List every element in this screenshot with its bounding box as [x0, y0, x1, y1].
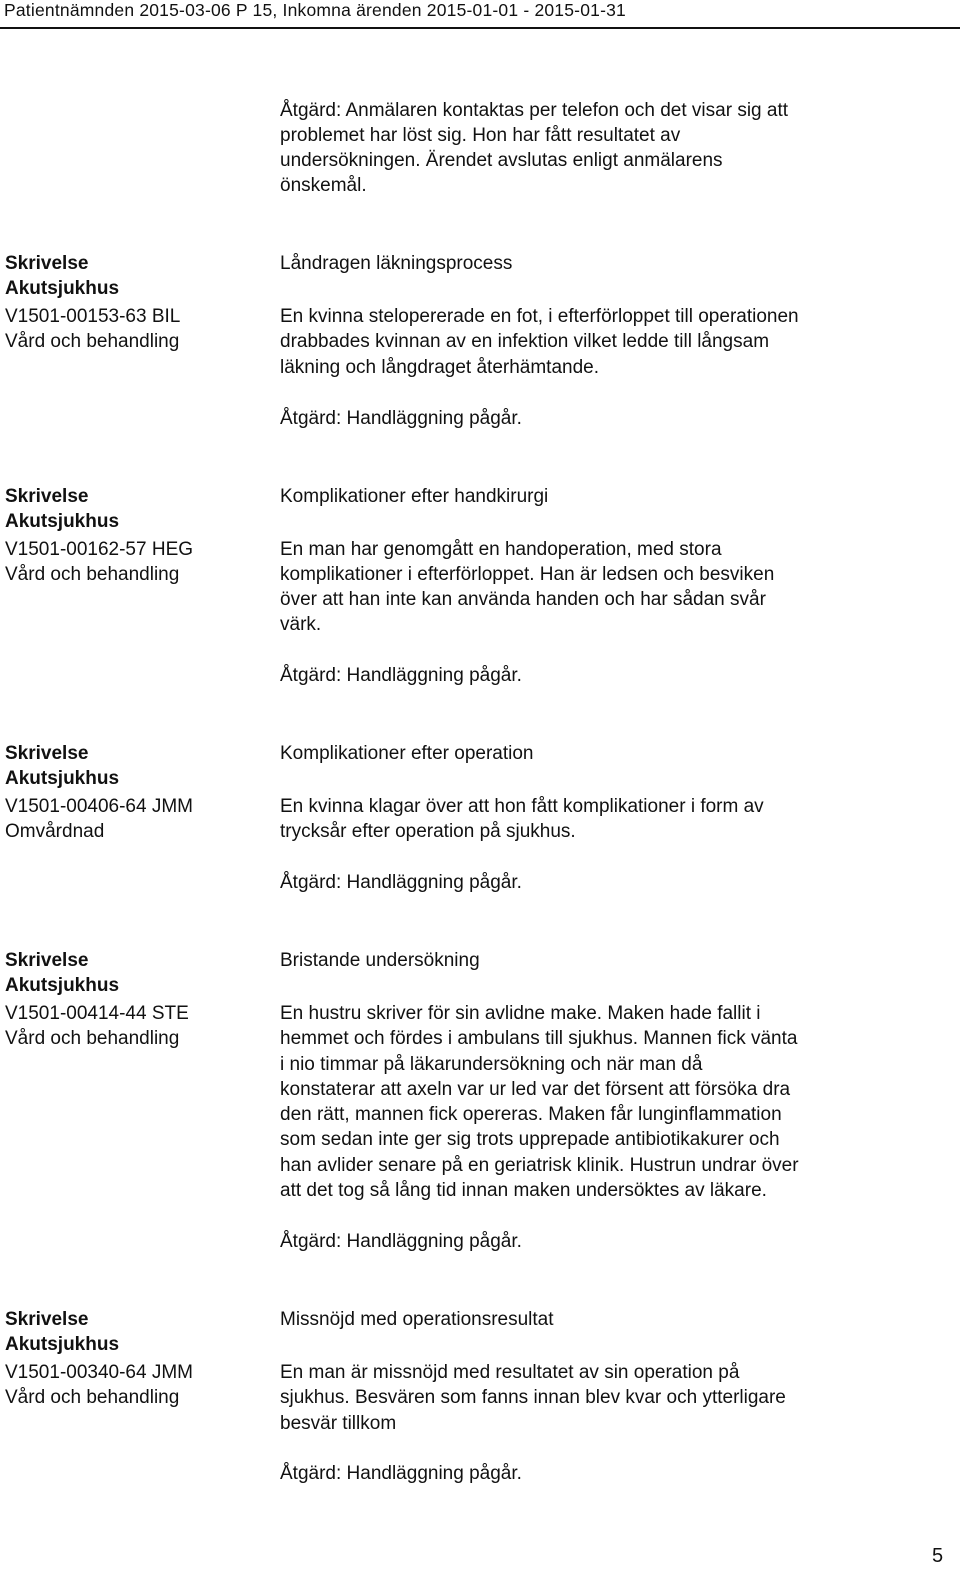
case-action: Åtgärd: Handläggning pågår.	[280, 1231, 522, 1252]
case-subject: Komplikationer efter handkirurgi	[280, 486, 549, 507]
case-body-line: sjukhus. Besvären som fanns innan blev kvar och ytterligare	[280, 1387, 786, 1408]
case-body-line: drabbades kvinnan av en infektion vilket ledde till långsam	[280, 331, 770, 352]
case-id: V1501-00414-44 STE	[5, 1003, 189, 1024]
case-unit: Akutsjukhus	[5, 768, 120, 789]
case-body-line: att det tog så lång tid innan maken undersöktes av läkare.	[280, 1180, 767, 1201]
case-body-line: hemmet och fördes i ambulans till sjukhus. Mannen fick vänta	[280, 1028, 798, 1049]
case-body-line: läkning och långdraget återhämtande.	[280, 357, 600, 378]
case-type: Skrivelse	[5, 950, 89, 971]
case-body-line: En kvinna stelopererade en fot, i efterförloppet till operationen	[280, 306, 799, 327]
case-id: V1501-00340-64 JMM	[5, 1362, 193, 1383]
case-unit: Akutsjukhus	[5, 511, 120, 532]
case-body-line: över att han inte kan använda handen och har sådan svår	[280, 589, 766, 610]
case-body-line: värk.	[280, 614, 322, 635]
page-number: 5	[932, 1545, 944, 1567]
case-subject: Bristande undersökning	[280, 950, 480, 971]
case-body-line: komplikationer i efterförloppet. Han är ledsen och besviken	[280, 564, 775, 585]
case-id: V1501-00153-63 BIL	[5, 306, 181, 327]
case-body-line: som sedan inte ger sig trots upprepade antibiotikakurer och	[280, 1129, 780, 1150]
case-unit: Akutsjukhus	[5, 975, 120, 996]
case-body-line: trycksår efter operation på sjukhus.	[280, 821, 576, 842]
case-category: Vård och behandling	[5, 1387, 180, 1408]
case-category: Omvårdnad	[5, 821, 105, 842]
case-type: Skrivelse	[5, 486, 89, 507]
header-title: Patientnämnden 2015-03-06 P 15, Inkomna ärenden 2015-01-01 - 2015-01-31	[4, 0, 626, 20]
case-subject: Låndragen läkningsprocess	[280, 253, 513, 274]
page-header	[0, 0, 960, 28]
case-id: V1501-00406-64 JMM	[5, 796, 193, 817]
header-divider	[0, 27, 960, 29]
case-body-line: den rätt, mannen fick opereras. Maken får lunginflammation	[280, 1104, 782, 1125]
case-body-line: En kvinna klagar över att hon fått komplikationer i form av	[280, 796, 764, 817]
case-unit: Akutsjukhus	[5, 278, 120, 299]
case-body-line: besvär tillkom	[280, 1413, 397, 1434]
case-id: V1501-00162-57 HEG	[5, 539, 194, 560]
case-action: Åtgärd: Handläggning pågår.	[280, 872, 522, 893]
case-subject: Komplikationer efter operation	[280, 743, 534, 764]
case-action: Åtgärd: Handläggning pågår.	[280, 1463, 522, 1484]
case-action: Åtgärd: Handläggning pågår.	[280, 408, 522, 429]
case-category: Vård och behandling	[5, 331, 180, 352]
intro-line: Åtgärd: Anmälaren kontaktas per telefon och det visar sig att	[280, 100, 789, 121]
case-type: Skrivelse	[5, 1309, 89, 1330]
case-body-line: En man är missnöjd med resultatet av sin operation på	[280, 1362, 740, 1383]
intro-line: önskemål.	[280, 175, 367, 196]
case-subject: Missnöjd med operationsresultat	[280, 1309, 554, 1330]
case-body-line: i nio timmar på läkarundersökning och när man då	[280, 1054, 703, 1075]
case-body-line: En man har genomgått en handoperation, med stora	[280, 539, 722, 560]
case-category: Vård och behandling	[5, 564, 180, 585]
case-action: Åtgärd: Handläggning pågår.	[280, 665, 522, 686]
case-body-line: En hustru skriver för sin avlidne make. Maken hade fallit i	[280, 1003, 761, 1024]
intro-line: problemet har löst sig. Hon har fått resultatet av	[280, 125, 681, 146]
case-category: Vård och behandling	[5, 1028, 180, 1049]
intro-line: undersökningen. Ärendet avslutas enligt anmälarens	[280, 150, 723, 171]
case-type: Skrivelse	[5, 743, 89, 764]
case-unit: Akutsjukhus	[5, 1334, 120, 1355]
case-body-line: konstaterar att axeln var ur led var det försent att försöka dra	[280, 1079, 791, 1100]
case-body-line: han avlider senare på en geriatrisk klinik. Hustrun undrar över	[280, 1155, 799, 1176]
case-type: Skrivelse	[5, 253, 89, 274]
